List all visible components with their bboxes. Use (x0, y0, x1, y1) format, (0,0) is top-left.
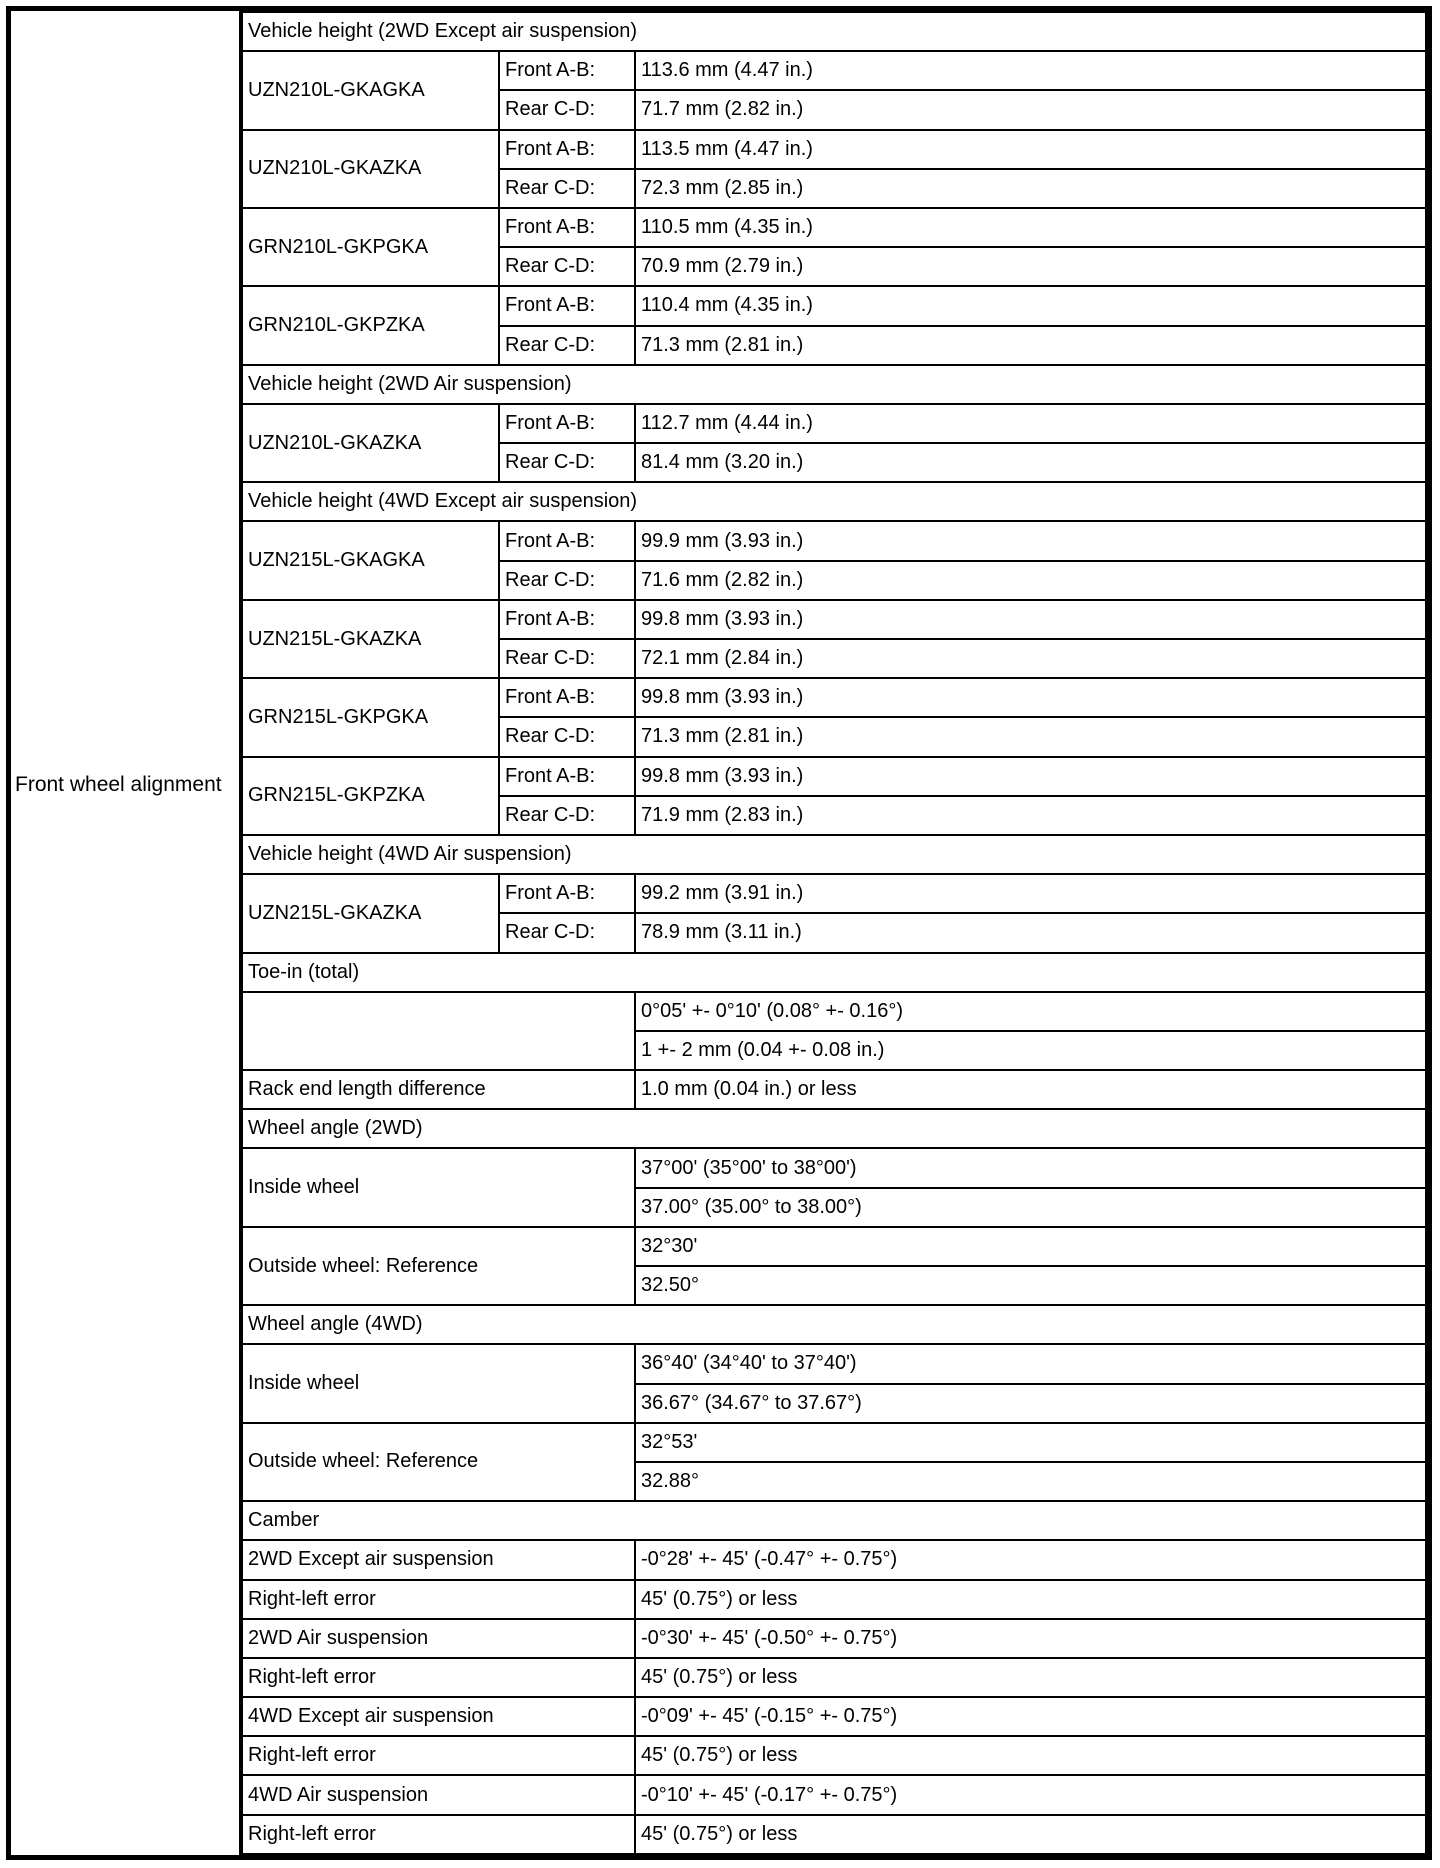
table-row (242, 1540, 1426, 1579)
table-cell: Right-left error (242, 1580, 635, 1619)
table-row (242, 1697, 1426, 1736)
table-cell: Rear C-D: (499, 247, 635, 286)
table-cell: UZN215L-GKAZKA (242, 874, 499, 952)
section-header-cell: Toe-in (total) (242, 953, 1426, 992)
table-cell: Front A-B: (499, 404, 635, 443)
table-cell: Front A-B: (499, 208, 635, 247)
table-cell: 1.0 mm (0.04 in.) or less (635, 1070, 1426, 1109)
table-cell: 45' (0.75°) or less (635, 1815, 1426, 1854)
table-row (242, 1619, 1426, 1658)
table-row (242, 1305, 1426, 1344)
table-cell: 113.6 mm (4.47 in.) (635, 51, 1426, 90)
table-row (242, 835, 1426, 874)
table-cell: Front A-B: (499, 286, 635, 325)
table-cell: Rear C-D: (499, 443, 635, 482)
table-cell: 99.9 mm (3.93 in.) (635, 521, 1426, 560)
table-row (242, 953, 1426, 992)
table-cell: UZN215L-GKAZKA (242, 600, 499, 678)
table-cell: 2WD Except air suspension (242, 1540, 635, 1579)
spec-table-body (242, 12, 1426, 1854)
table-cell: UZN210L-GKAZKA (242, 404, 499, 482)
table-cell: Front A-B: (499, 874, 635, 913)
table-cell: 71.3 mm (2.81 in.) (635, 717, 1426, 756)
table-row (242, 757, 1426, 796)
spec-table-wrap (241, 11, 1427, 1855)
table-cell: 110.5 mm (4.35 in.) (635, 208, 1426, 247)
table-cell: Rear C-D: (499, 326, 635, 365)
table-row (242, 1658, 1426, 1697)
table-cell: Rear C-D: (499, 169, 635, 208)
table-row (242, 1815, 1426, 1854)
table-row (242, 1501, 1426, 1540)
spec-page (6, 6, 1432, 1860)
table-row (242, 1148, 1426, 1187)
table-cell: Front A-B: (499, 521, 635, 560)
table-cell: Front A-B: (499, 757, 635, 796)
table-cell: 4WD Air suspension (242, 1775, 635, 1814)
table-row (242, 1344, 1426, 1383)
table-row (242, 1580, 1426, 1619)
table-cell: Right-left error (242, 1736, 635, 1775)
front-wheel-alignment-label: Front wheel alignment (15, 773, 222, 796)
table-cell: Inside wheel (242, 1344, 635, 1422)
table-cell: 45' (0.75°) or less (635, 1580, 1426, 1619)
table-cell: 0°05' +- 0°10' (0.08° +- 0.16°) (635, 992, 1426, 1031)
section-header-cell: Vehicle height (4WD Air suspension) (242, 835, 1426, 874)
table-cell: 72.1 mm (2.84 in.) (635, 639, 1426, 678)
section-header-cell: Wheel angle (2WD) (242, 1109, 1426, 1148)
table-cell: Front A-B: (499, 678, 635, 717)
table-cell: 32°30' (635, 1227, 1426, 1266)
table-cell: 112.7 mm (4.44 in.) (635, 404, 1426, 443)
table-row (242, 286, 1426, 325)
table-cell: 4WD Except air suspension (242, 1697, 635, 1736)
table-cell: GRN210L-GKPGKA (242, 208, 499, 286)
table-cell: Rear C-D: (499, 90, 635, 129)
table-cell: 110.4 mm (4.35 in.) (635, 286, 1426, 325)
table-cell: 36.67° (34.67° to 37.67°) (635, 1384, 1426, 1423)
table-cell: 71.9 mm (2.83 in.) (635, 796, 1426, 835)
table-cell: Right-left error (242, 1658, 635, 1697)
table-cell: 81.4 mm (3.20 in.) (635, 443, 1426, 482)
table-cell: 45' (0.75°) or less (635, 1658, 1426, 1697)
table-cell: Front A-B: (499, 51, 635, 90)
table-cell: Outside wheel: Reference (242, 1423, 635, 1501)
table-cell: 99.8 mm (3.93 in.) (635, 600, 1426, 639)
table-cell: 99.8 mm (3.93 in.) (635, 757, 1426, 796)
spec-table (241, 11, 1427, 1855)
table-cell: Rear C-D: (499, 561, 635, 600)
table-cell (242, 992, 635, 1070)
table-cell: Rear C-D: (499, 639, 635, 678)
table-row (242, 12, 1426, 51)
table-cell: Outside wheel: Reference (242, 1227, 635, 1305)
table-row (242, 482, 1426, 521)
table-row (242, 874, 1426, 913)
table-row (242, 1736, 1426, 1775)
table-row (242, 1423, 1426, 1462)
table-row (242, 521, 1426, 560)
front-wheel-alignment-column (11, 11, 241, 1855)
table-cell: Rear C-D: (499, 717, 635, 756)
table-cell: -0°10' +- 45' (-0.17° +- 0.75°) (635, 1775, 1426, 1814)
table-cell: 45' (0.75°) or less (635, 1736, 1426, 1775)
table-cell: 99.2 mm (3.91 in.) (635, 874, 1426, 913)
table-cell: Front A-B: (499, 600, 635, 639)
table-row (242, 1775, 1426, 1814)
table-cell: 78.9 mm (3.11 in.) (635, 913, 1426, 952)
table-row (242, 404, 1426, 443)
section-header-cell: Camber (242, 1501, 1426, 1540)
table-row (242, 600, 1426, 639)
section-header-cell: Wheel angle (4WD) (242, 1305, 1426, 1344)
table-cell: 32.88° (635, 1462, 1426, 1501)
table-cell: 70.9 mm (2.79 in.) (635, 247, 1426, 286)
table-row (242, 1109, 1426, 1148)
table-row (242, 992, 1426, 1031)
table-cell: GRN210L-GKPZKA (242, 286, 499, 364)
table-cell: 113.5 mm (4.47 in.) (635, 130, 1426, 169)
table-cell: GRN215L-GKPZKA (242, 757, 499, 835)
section-header-cell: Vehicle height (2WD Except air suspension) (242, 12, 1426, 51)
table-cell: 2WD Air suspension (242, 1619, 635, 1658)
table-cell: 1 +- 2 mm (0.04 +- 0.08 in.) (635, 1031, 1426, 1070)
table-cell: 32°53' (635, 1423, 1426, 1462)
section-header-cell: Vehicle height (2WD Air suspension) (242, 365, 1426, 404)
table-cell: 72.3 mm (2.85 in.) (635, 169, 1426, 208)
section-header-cell: Vehicle height (4WD Except air suspension) (242, 482, 1426, 521)
table-row (242, 1070, 1426, 1109)
table-cell: 32.50° (635, 1266, 1426, 1305)
table-row (242, 678, 1426, 717)
table-cell: 36°40' (34°40' to 37°40') (635, 1344, 1426, 1383)
table-cell: 37°00' (35°00' to 38°00') (635, 1148, 1426, 1187)
table-cell: Rack end length difference (242, 1070, 635, 1109)
table-cell: Rear C-D: (499, 913, 635, 952)
table-row (242, 130, 1426, 169)
table-cell: Inside wheel (242, 1148, 635, 1226)
table-cell: Right-left error (242, 1815, 635, 1854)
table-cell: 71.3 mm (2.81 in.) (635, 326, 1426, 365)
table-row (242, 1227, 1426, 1266)
table-cell: -0°09' +- 45' (-0.15° +- 0.75°) (635, 1697, 1426, 1736)
table-cell: Rear C-D: (499, 796, 635, 835)
table-cell: UZN210L-GKAZKA (242, 130, 499, 208)
table-cell: UZN210L-GKAGKA (242, 51, 499, 129)
table-row (242, 51, 1426, 90)
table-cell: UZN215L-GKAGKA (242, 521, 499, 599)
table-cell: -0°30' +- 45' (-0.50° +- 0.75°) (635, 1619, 1426, 1658)
table-cell: -0°28' +- 45' (-0.47° +- 0.75°) (635, 1540, 1426, 1579)
table-row (242, 365, 1426, 404)
table-row (242, 208, 1426, 247)
table-cell: Front A-B: (499, 130, 635, 169)
table-cell: 71.7 mm (2.82 in.) (635, 90, 1426, 129)
table-cell: GRN215L-GKPGKA (242, 678, 499, 756)
table-cell: 71.6 mm (2.82 in.) (635, 561, 1426, 600)
table-cell: 37.00° (35.00° to 38.00°) (635, 1188, 1426, 1227)
table-cell: 99.8 mm (3.93 in.) (635, 678, 1426, 717)
